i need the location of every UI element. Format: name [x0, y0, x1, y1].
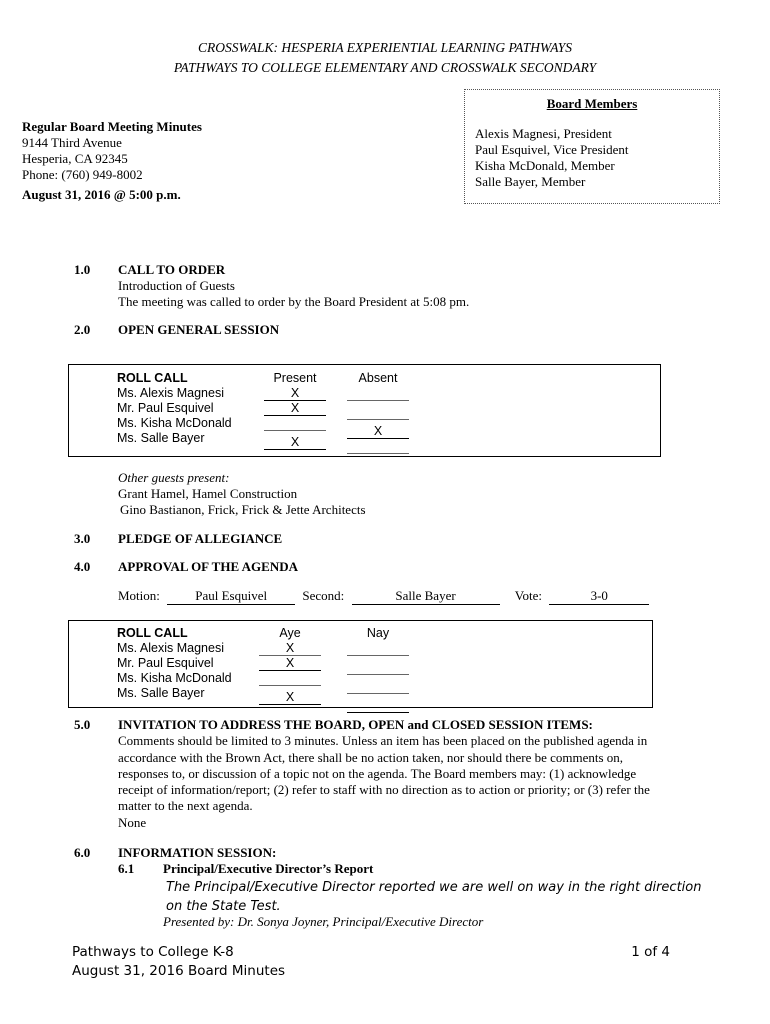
section-5-title: INVITATION TO ADDRESS THE BOARD, OPEN and CLOSED SESSION ITEMS: [118, 717, 593, 732]
motion-line [118, 588, 649, 605]
roll-call-box-2 [68, 620, 653, 708]
present-cell: X [264, 401, 326, 416]
member-name: Ms. Alexis Magnesi [117, 641, 224, 655]
section-5-text: responses to, or discussion of a topic not on the agenda. The Board members may: (1) acknowledge [118, 765, 637, 781]
report-line-2: on the State Test. [166, 899, 281, 914]
second-value: Salle Bayer [352, 588, 500, 605]
column-aye: Aye [279, 626, 301, 640]
member-name: Mr. Paul Esquivel [117, 656, 214, 670]
motion-label: Motion: [118, 588, 160, 603]
section-5 [118, 717, 698, 831]
page-number: 1 of 4 [631, 944, 670, 960]
section-4-number: 4.0 [74, 559, 91, 574]
section-5-number: 5.0 [74, 717, 91, 732]
column-absent: Absent [358, 371, 398, 385]
guest-item: Gino Bastianon, Frick, Frick & Jette Architects [120, 502, 366, 517]
section-6-1-title: Principal/Executive Director’s Report [163, 861, 374, 876]
section-3-title: PLEDGE OF ALLEGIANCE [118, 531, 283, 546]
nay-cell [347, 660, 409, 675]
present-cell: X [264, 386, 326, 401]
section-2-title: OPEN GENERAL SESSION [118, 322, 280, 337]
section-1-title: CALL TO ORDER [118, 262, 226, 277]
member-name: Mr. Paul Esquivel [117, 401, 214, 415]
column-nay: Nay [366, 626, 390, 640]
column-present: Present [273, 371, 317, 385]
meeting-info [22, 119, 202, 203]
nay-cell [347, 679, 409, 694]
section-5-text: Comments should be limited to 3 minutes. Unless an item has been placed on the published agenda in [118, 733, 648, 749]
absent-cell: X [347, 424, 409, 439]
board-member: Salle Bayer, Member [475, 174, 586, 189]
report-line-1: The Principal/Executive Director reported we are well on way in the right direction [166, 880, 702, 895]
guest-item: Grant Hamel, Hamel Construction [118, 486, 298, 501]
member-name: Ms. Salle Bayer [117, 431, 205, 445]
report-text [166, 878, 701, 916]
member-name: Ms. Alexis Magnesi [117, 386, 224, 400]
present-cell [264, 416, 326, 431]
section-1-line-1: Introduction of Guests [118, 278, 235, 293]
roll-call-box-1 [68, 364, 661, 457]
meeting-phone: Phone: (760) 949-8002 [22, 167, 143, 182]
section-6-number: 6.0 [74, 845, 91, 860]
board-member: Alexis Magnesi, President [475, 126, 612, 141]
section-5-text: None [118, 814, 147, 830]
board-members-box [464, 89, 720, 204]
absent-cell [347, 405, 409, 420]
member-name: Ms. Kisha McDonald [117, 416, 232, 430]
present-cell: X [264, 435, 326, 450]
aye-cell: X [259, 641, 321, 656]
absent-cell [347, 439, 409, 454]
aye-cell: X [259, 656, 321, 671]
aye-cell: X [259, 690, 321, 705]
section-1 [118, 262, 469, 310]
meeting-address-2: Hesperia, CA 92345 [22, 151, 128, 166]
meeting-address-1: 9144 Third Avenue [22, 135, 122, 150]
guests-label: Other guests present: [118, 470, 230, 485]
section-6-title: INFORMATION SESSION: [118, 845, 277, 860]
member-name: Ms. Salle Bayer [117, 686, 205, 700]
member-name: Ms. Kisha McDonald [117, 671, 232, 685]
second-label: Second: [302, 588, 345, 603]
meeting-datetime: August 31, 2016 @ 5:00 p.m. [22, 187, 181, 202]
section-1-line-2: The meeting was called to order by the Board President at 5:08 pm. [118, 294, 470, 309]
roll-call-label: ROLL CALL [117, 626, 188, 640]
nay-cell [347, 641, 409, 656]
roll-call-label: ROLL CALL [117, 371, 188, 385]
nay-cell [347, 698, 409, 713]
board-members-heading: Board Members [546, 96, 638, 111]
header-line-1: CROSSWALK: HESPERIA EXPERIENTIAL LEARNING PATHWAYS [197, 40, 573, 55]
guests [118, 470, 366, 518]
presented-by: Presented by: Dr. Sonya Joyner, Principal/Executive Director [163, 914, 484, 929]
section-5-text: receipt of information/report; (2) refer to staff with no direction as to action or priority; or (3) refer the [118, 782, 650, 798]
section-5-text: accordance with the Brown Act, there shall be no action taken, nor should there be comments on, [118, 749, 624, 765]
vote-value: 3-0 [549, 588, 649, 605]
section-3-number: 3.0 [74, 531, 91, 546]
meeting-title: Regular Board Meeting Minutes [22, 119, 202, 134]
footer-line-2: August 31, 2016 Board Minutes [72, 963, 286, 979]
aye-cell [259, 671, 321, 686]
section-4-title: APPROVAL OF THE AGENDA [118, 559, 298, 574]
board-member: Paul Esquivel, Vice President [475, 142, 629, 157]
motion-value: Paul Esquivel [167, 588, 295, 605]
section-2-number: 2.0 [74, 322, 91, 337]
footer-left [72, 943, 285, 981]
board-member: Kisha McDonald, Member [475, 158, 615, 173]
header-line-2: PATHWAYS TO COLLEGE ELEMENTARY AND CROSSWALK SECONDARY [173, 60, 597, 75]
vote-label: Vote: [514, 588, 543, 603]
section-5-text: matter to the next agenda. [118, 798, 253, 814]
footer-line-1: Pathways to College K-8 [72, 944, 234, 960]
absent-cell [347, 386, 409, 401]
section-6-1-number: 6.1 [118, 861, 135, 876]
section-1-number: 1.0 [74, 262, 91, 277]
